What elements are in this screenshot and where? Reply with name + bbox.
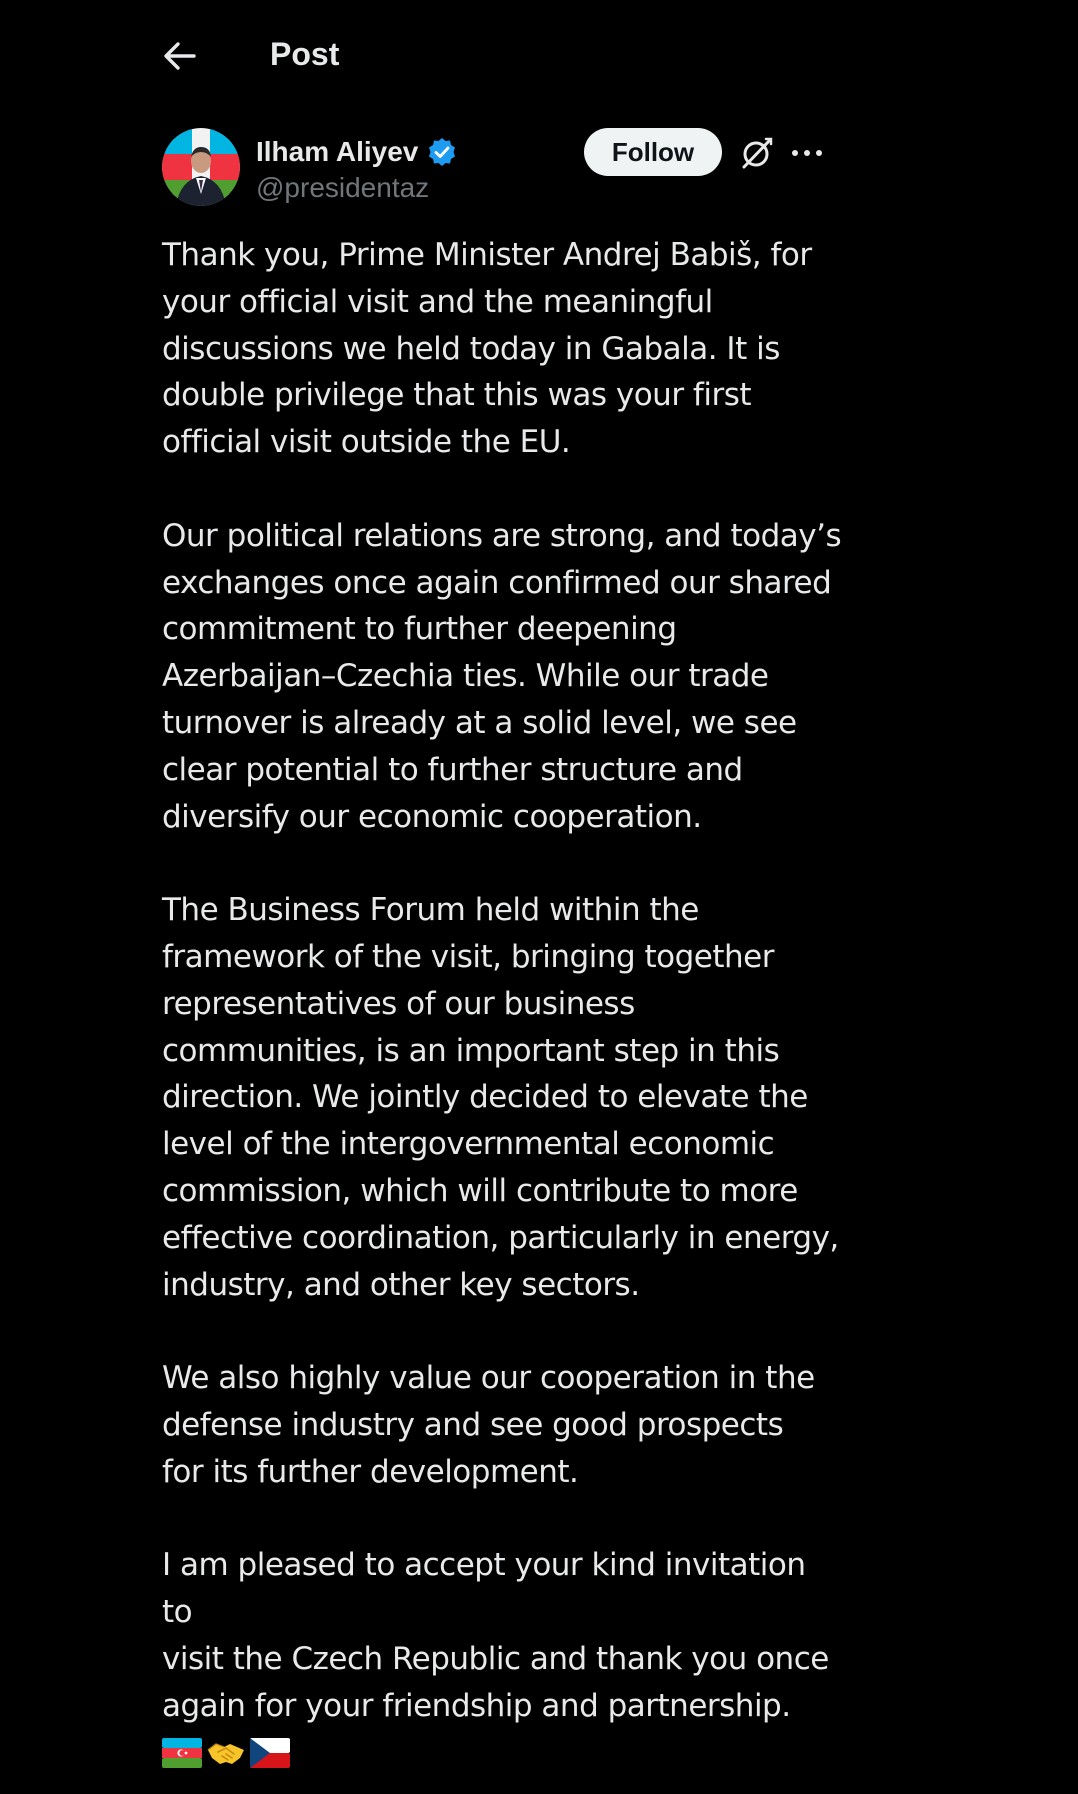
emoji-row	[162, 1738, 290, 1768]
top-bar	[0, 0, 1078, 108]
user-handle[interactable]: @presidentaz	[256, 172, 430, 203]
avatar-image	[162, 128, 240, 206]
verified-badge-icon[interactable]	[426, 136, 458, 168]
handshake-icon	[206, 1738, 246, 1768]
post-text	[162, 232, 842, 1776]
post-paragraph: We also highly value our cooperation in the defense industry and see good prospects for its further development.	[162, 1360, 815, 1490]
author-row	[162, 128, 822, 208]
avatar[interactable]	[162, 128, 240, 206]
post-paragraph: I am pleased to accept your kind invitation to visit the Czech Republic and thank you once again for your friendship and partnership.	[162, 1547, 829, 1724]
grok-icon	[739, 135, 775, 171]
flag-czechia-icon	[250, 1738, 290, 1768]
back-button[interactable]	[158, 34, 202, 78]
arrow-left-icon	[163, 41, 197, 71]
flag-azerbaijan-icon	[162, 1738, 202, 1768]
more-options-button[interactable]	[786, 132, 828, 174]
post-paragraph: Thank you, Prime Minister Andrej Babiš, for your official visit and the meaningful discussions we held today in Gabala. It is double privilege that this was your first official visit outside the EU.	[162, 237, 812, 461]
post-paragraph: The Business Forum held within the framework of the visit, bringing together representatives of our business communities, is an important step in this direction. We jointly decided to elevate the level of the intergovernmental economic commission, which will contribute to more effective coordination, particularly in energy, industry, and other key sectors.	[162, 892, 839, 1303]
page-title: Post	[270, 36, 340, 72]
name-line	[256, 132, 458, 172]
follow-button[interactable]: Follow	[584, 128, 722, 176]
display-name[interactable]: Ilham Aliyev	[256, 136, 419, 167]
post-paragraph: Our political relations are strong, and today’s exchanges once again confirmed our shared commitment to further deepening Azerbaijan–Czechia ties. While our trade turnover is already at a solid level, we see clear potential to further structure and diversify our economic cooperation.	[162, 517, 842, 835]
more-dots-icon	[791, 148, 823, 158]
grok-button[interactable]	[736, 132, 778, 174]
